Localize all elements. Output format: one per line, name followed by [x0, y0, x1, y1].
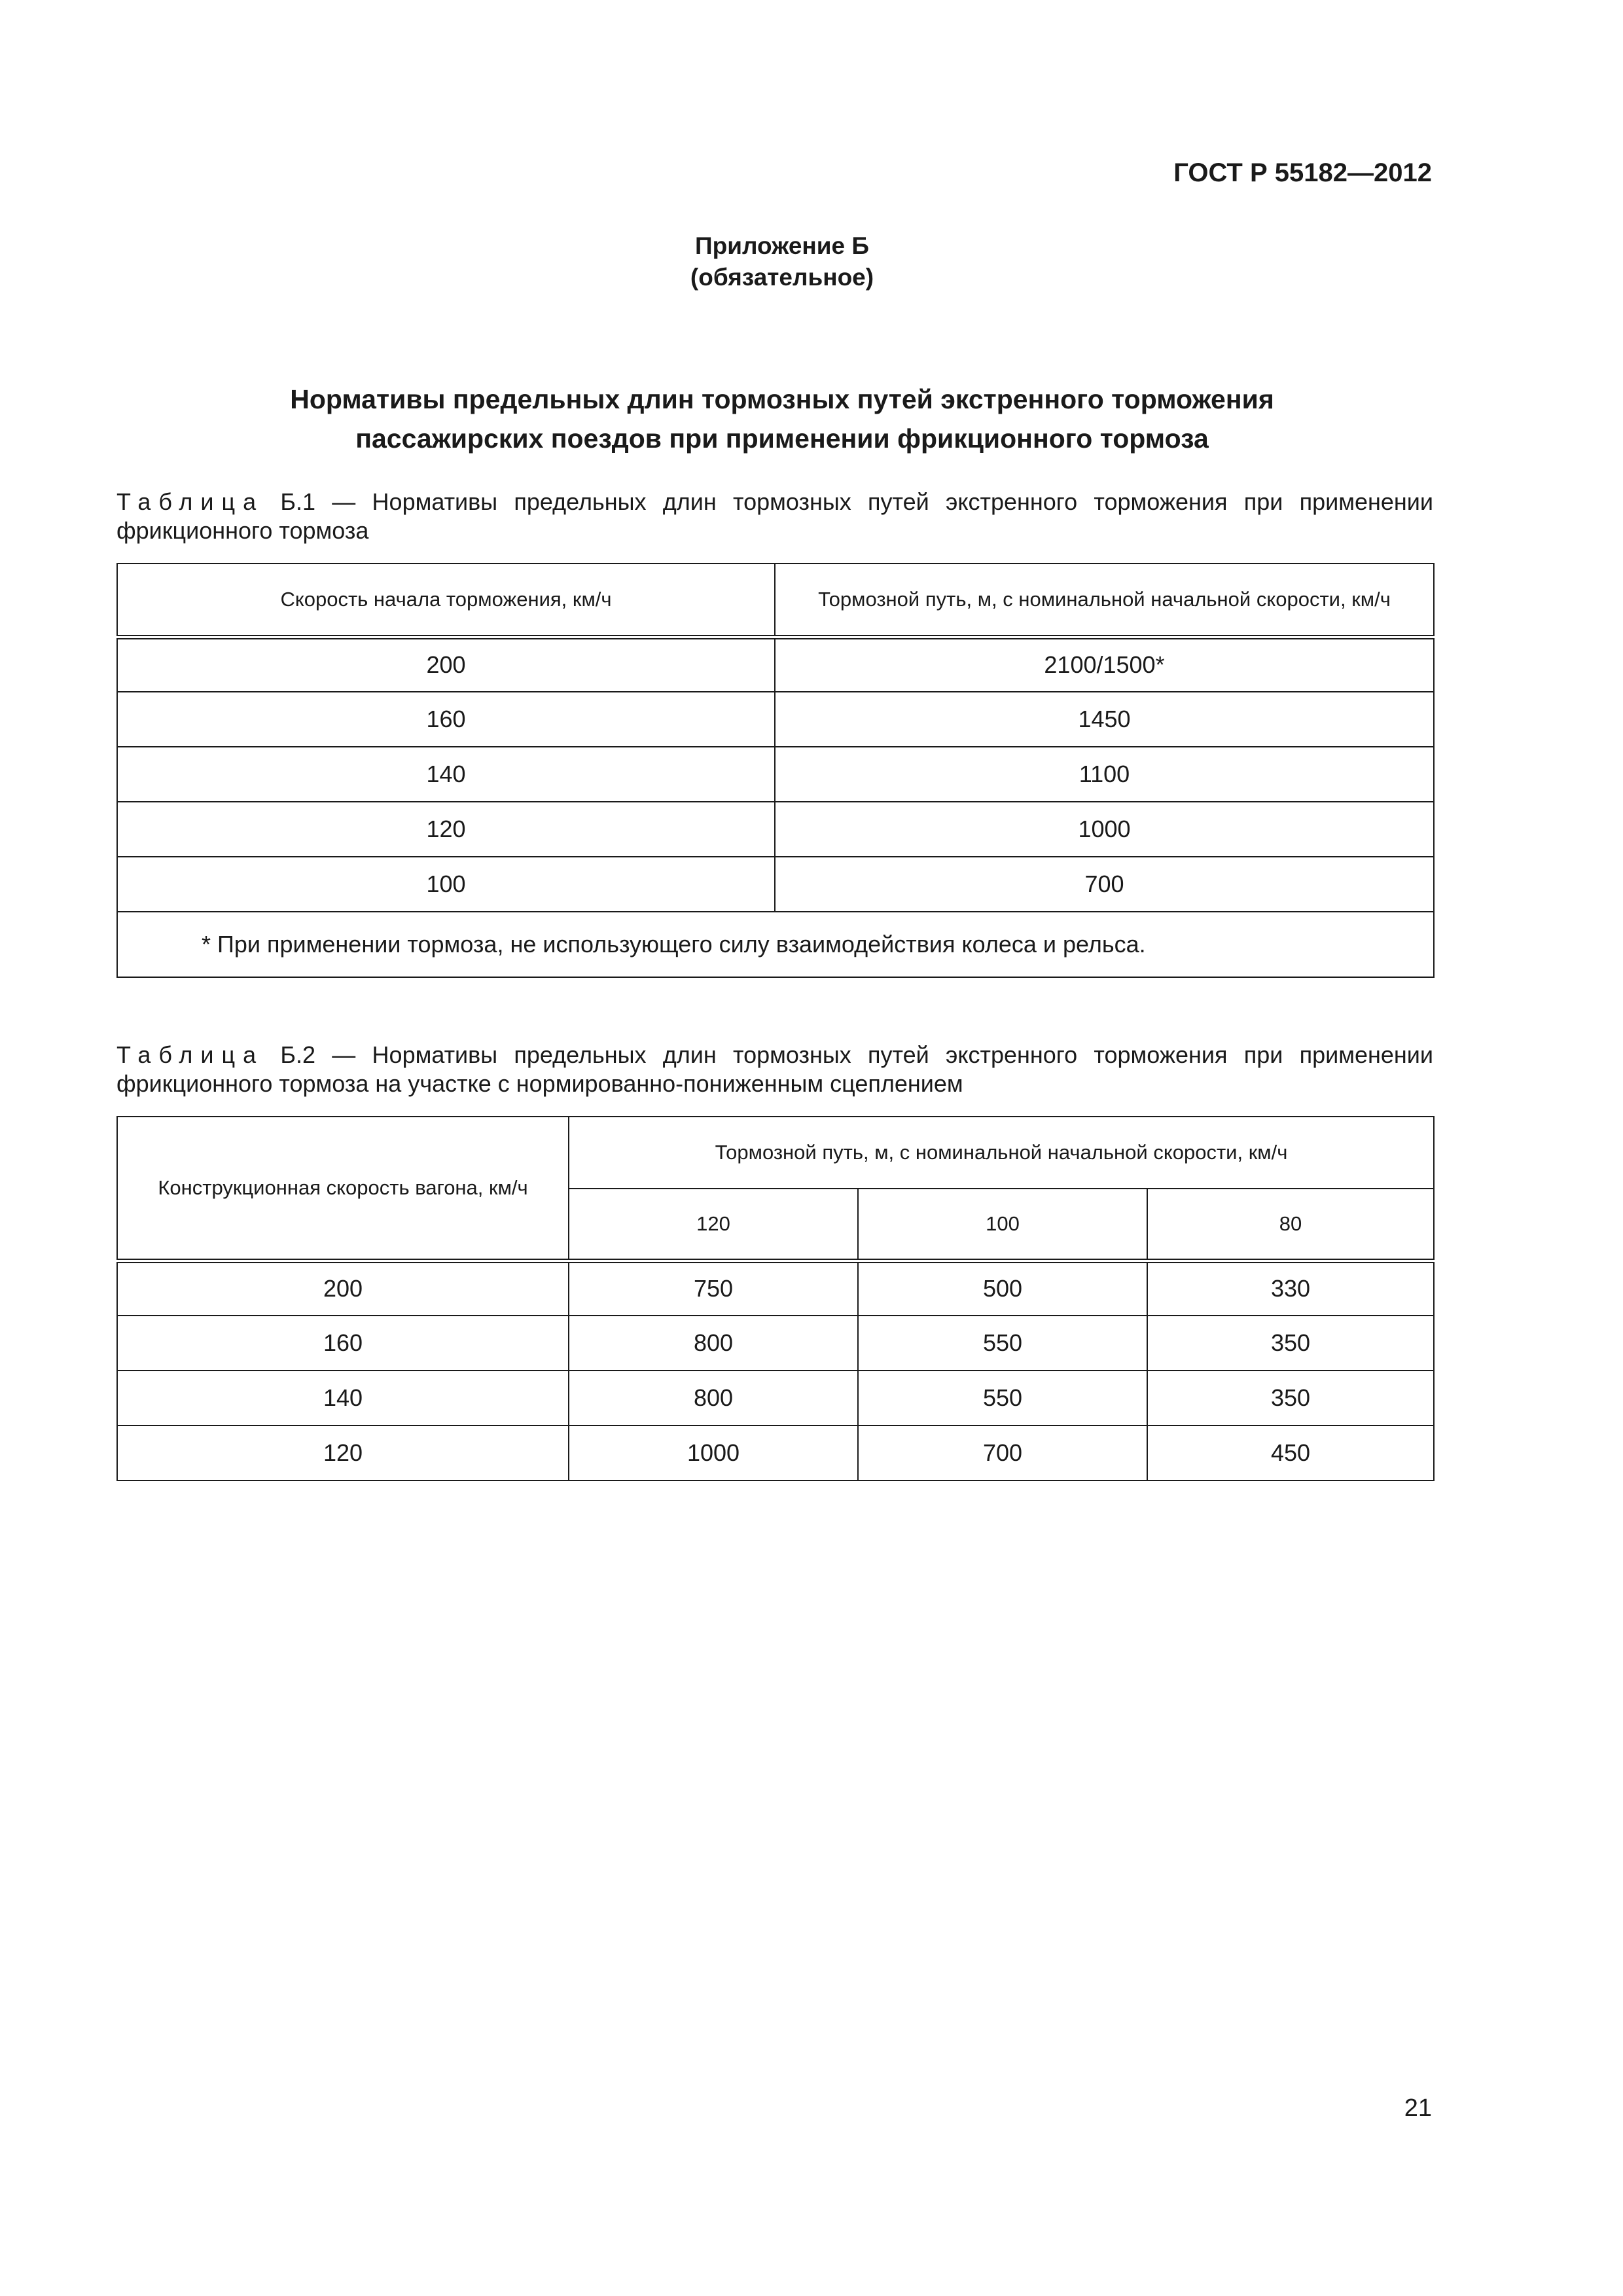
table2-cell: 120	[117, 1426, 569, 1480]
document-number: ГОСТ Р 55182—2012	[1173, 158, 1432, 187]
section-heading-line-1: Нормативы предельных длин тормозных путей экстренного торможения	[290, 384, 1274, 414]
table2-header-speed: Конструкционная скорость вагона, км/ч	[117, 1117, 569, 1261]
table-row	[117, 637, 1434, 692]
table1-cell: 1100	[775, 747, 1434, 802]
table1-caption	[116, 488, 1433, 545]
table1-cell: 120	[117, 802, 775, 857]
table1-cell: 140	[117, 747, 775, 802]
table2-caption-label: Таблица	[116, 1041, 264, 1068]
table2-cell: 800	[569, 1371, 858, 1426]
table-row	[117, 802, 1434, 857]
table-row	[117, 1371, 1434, 1426]
table1-cell: 200	[117, 637, 775, 692]
table1	[116, 563, 1435, 978]
table2-cell: 750	[569, 1261, 858, 1316]
table1-footnote-row	[117, 912, 1434, 977]
table2-cell: 500	[858, 1261, 1147, 1316]
table2-cell: 550	[858, 1316, 1147, 1371]
table2-subheader: 100	[858, 1189, 1147, 1261]
table2-cell: 350	[1147, 1316, 1434, 1371]
table1-cell: 160	[117, 692, 775, 747]
table1-cell: 2100/1500*	[775, 637, 1434, 692]
table1-cell: 1450	[775, 692, 1434, 747]
table-row	[117, 857, 1434, 912]
table1-header-speed: Скорость начала торможения, км/ч	[117, 564, 775, 637]
table1-header-distance: Тормозной путь, м, с номинальной начальной скорости, км/ч	[775, 564, 1434, 637]
table2-subheader: 80	[1147, 1189, 1434, 1261]
table1-footnote: * При применении тормоза, не использующего силу взаимодействия колеса и рельса.	[117, 912, 1434, 977]
table1-caption-text: Б.1 — Нормативы предельных длин тормозных путей экстренного торможения при применении фрикционного тормоза	[116, 488, 1433, 544]
section-heading	[0, 380, 1564, 458]
table2-cell: 1000	[569, 1426, 858, 1480]
table2-cell: 450	[1147, 1426, 1434, 1480]
table2	[116, 1116, 1435, 1481]
page-number: 21	[1404, 2094, 1432, 2122]
table2-caption-text: Б.2 — Нормативы предельных длин тормозных путей экстренного торможения при применении фрикционного тормоза на участке с нормированно-пониженным сцеплением	[116, 1041, 1433, 1097]
table1-cell: 700	[775, 857, 1434, 912]
table2-cell: 350	[1147, 1371, 1434, 1426]
annex-heading	[0, 230, 1564, 293]
table2-header-row	[117, 1117, 1434, 1189]
table1-caption-label: Таблица	[116, 488, 264, 515]
table1-cell: 1000	[775, 802, 1434, 857]
table2-cell: 160	[117, 1316, 569, 1371]
table2-caption	[116, 1041, 1433, 1098]
table2-cell: 550	[858, 1371, 1147, 1426]
annex-title: Приложение Б	[695, 232, 869, 259]
table-row	[117, 1316, 1434, 1371]
table2-cell: 700	[858, 1426, 1147, 1480]
table-row	[117, 1426, 1434, 1480]
table-row	[117, 747, 1434, 802]
table-row	[117, 1261, 1434, 1316]
section-heading-line-2: пассажирских поездов при применении фрикционного тормоза	[355, 423, 1209, 454]
table2-cell: 140	[117, 1371, 569, 1426]
table2-cell: 800	[569, 1316, 858, 1371]
table1-cell: 100	[117, 857, 775, 912]
annex-status: (обязательное)	[690, 264, 874, 291]
table-row	[117, 692, 1434, 747]
table2-cell: 330	[1147, 1261, 1434, 1316]
table2-header-distance: Тормозной путь, м, с номинальной начальной скорости, км/ч	[569, 1117, 1434, 1189]
table2-cell: 200	[117, 1261, 569, 1316]
table2-subheader: 120	[569, 1189, 858, 1261]
table1-header-row	[117, 564, 1434, 637]
